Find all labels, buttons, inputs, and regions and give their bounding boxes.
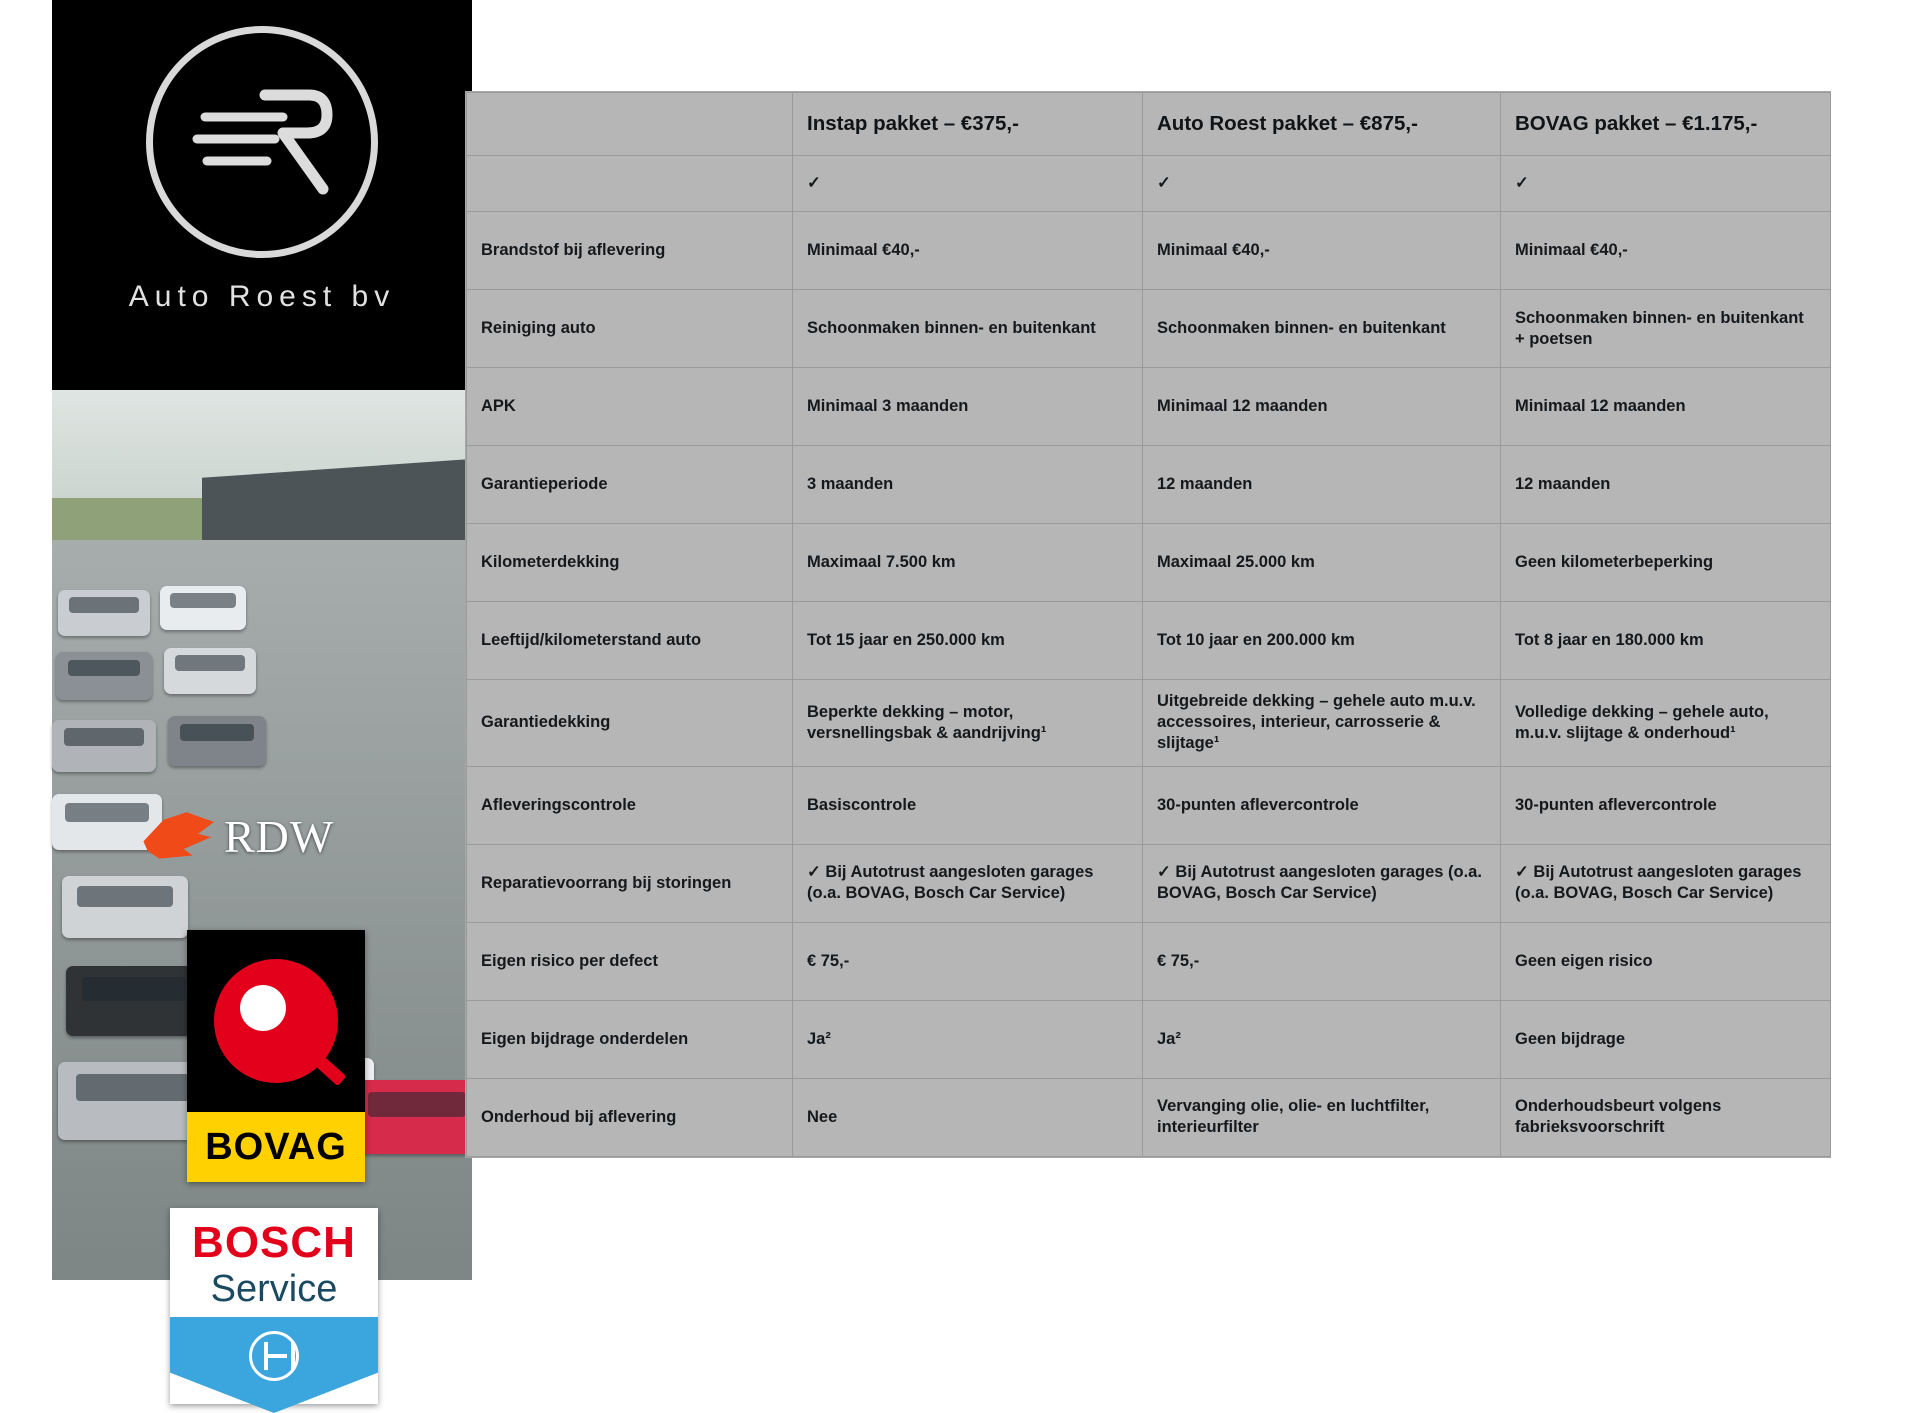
table-header-blank <box>467 93 793 156</box>
row-label: APK <box>467 368 793 446</box>
bosch-emblem-icon <box>249 1331 299 1381</box>
row-label <box>467 156 793 212</box>
row-cell: € 75,- <box>793 922 1143 1000</box>
row-cell: Minimaal 12 maanden <box>1501 368 1831 446</box>
row-cell: Schoonmaken binnen- en buitenkant <box>793 290 1143 368</box>
row-cell: ✓ <box>1143 156 1501 212</box>
table-row <box>467 766 1831 844</box>
row-cell: Schoonmaken binnen- en buitenkant <box>1143 290 1501 368</box>
row-cell: Volledige dekking – gehele auto, m.u.v. slijtage & onderhoud¹ <box>1501 680 1831 766</box>
table-row <box>467 680 1831 766</box>
row-cell: Geen kilometerbeperking <box>1501 524 1831 602</box>
row-cell: Basiscontrole <box>793 766 1143 844</box>
bovag-mark-icon <box>214 959 338 1083</box>
row-cell: Geen eigen risico <box>1501 922 1831 1000</box>
row-label: Garantiedekking <box>467 680 793 766</box>
package-comparison-table <box>466 92 1830 1157</box>
row-cell: Minimaal €40,- <box>1501 212 1831 290</box>
table-row <box>467 368 1831 446</box>
row-cell: Ja² <box>1143 1000 1501 1078</box>
row-cell: Schoonmaken binnen- en buitenkant + poetsen <box>1501 290 1831 368</box>
row-cell: 12 maanden <box>1143 446 1501 524</box>
auto-roest-logo-icon <box>146 26 378 258</box>
row-cell: Beperkte dekking – motor, versnellingsbak & aandrijving¹ <box>793 680 1143 766</box>
row-cell: Minimaal 12 maanden <box>1143 368 1501 446</box>
table-header-autoroest: Auto Roest pakket – €875,- <box>1143 93 1501 156</box>
dealer-logo-block <box>52 0 472 390</box>
branding-photo-panel <box>52 0 472 1310</box>
row-label: Kilometerdekking <box>467 524 793 602</box>
row-label: Garantieperiode <box>467 446 793 524</box>
table-row <box>467 290 1831 368</box>
table-row <box>467 212 1831 290</box>
row-cell: ✓ Bij Autotrust aangesloten garages (o.a. BOVAG, Bosch Car Service) <box>1143 844 1501 922</box>
row-label: Onderhoud bij aflevering <box>467 1078 793 1156</box>
row-label: Reiniging auto <box>467 290 793 368</box>
row-cell: Tot 8 jaar en 180.000 km <box>1501 602 1831 680</box>
bosch-service-label: Service <box>210 1268 338 1310</box>
bosch-label: BOSCH <box>192 1218 356 1267</box>
row-cell: Geen bijdrage <box>1501 1000 1831 1078</box>
table-row <box>467 922 1831 1000</box>
row-label: Eigen bijdrage onderdelen <box>467 1000 793 1078</box>
rdw-bird-icon <box>142 809 214 863</box>
row-label: Brandstof bij aflevering <box>467 212 793 290</box>
partner-badge-bovag <box>187 930 365 1182</box>
rdw-label: RDW <box>224 810 335 862</box>
bovag-label: BOVAG <box>187 1112 365 1182</box>
row-cell: Minimaal 3 maanden <box>793 368 1143 446</box>
row-cell: ✓ Bij Autotrust aangesloten garages (o.a. BOVAG, Bosch Car Service) <box>1501 844 1831 922</box>
table-row <box>467 156 1831 212</box>
row-cell: Uitgebreide dekking – gehele auto m.u.v. accessoires, interieur, carrosserie & slijtage¹ <box>1143 680 1501 766</box>
row-cell: Maximaal 7.500 km <box>793 524 1143 602</box>
table-header-instap: Instap pakket – €375,- <box>793 93 1143 156</box>
row-cell: € 75,- <box>1143 922 1501 1000</box>
partner-badge-bosch <box>170 1208 378 1404</box>
row-cell: Maximaal 25.000 km <box>1143 524 1501 602</box>
row-cell: Nee <box>793 1078 1143 1156</box>
row-cell: 12 maanden <box>1501 446 1831 524</box>
row-cell: 30-punten aflevercontrole <box>1143 766 1501 844</box>
row-label: Afleveringscontrole <box>467 766 793 844</box>
table-header-bovag: BOVAG pakket – €1.175,- <box>1501 93 1831 156</box>
table-row <box>467 1000 1831 1078</box>
table-row <box>467 446 1831 524</box>
row-cell: Minimaal €40,- <box>1143 212 1501 290</box>
row-label: Reparatievoorrang bij storingen <box>467 844 793 922</box>
row-cell: Onderhoudsbeurt volgens fabrieksvoorschrift <box>1501 1078 1831 1156</box>
row-cell: 30-punten aflevercontrole <box>1501 766 1831 844</box>
table-row <box>467 524 1831 602</box>
row-cell: Tot 10 jaar en 200.000 km <box>1143 602 1501 680</box>
row-label: Eigen risico per defect <box>467 922 793 1000</box>
dealer-name: Auto Roest bv <box>128 280 396 313</box>
row-cell: Ja² <box>793 1000 1143 1078</box>
row-cell: Vervanging olie, olie- en luchtfilter, interieurfilter <box>1143 1078 1501 1156</box>
table-row <box>467 844 1831 922</box>
table-row <box>467 1078 1831 1156</box>
row-cell: ✓ Bij Autotrust aangesloten garages (o.a. BOVAG, Bosch Car Service) <box>793 844 1143 922</box>
row-cell: Tot 15 jaar en 250.000 km <box>793 602 1143 680</box>
table-row <box>467 602 1831 680</box>
row-cell: ✓ <box>1501 156 1831 212</box>
table-header-row <box>467 93 1831 156</box>
row-cell: 3 maanden <box>793 446 1143 524</box>
partner-badge-rdw <box>142 800 412 872</box>
row-cell: Minimaal €40,- <box>793 212 1143 290</box>
row-cell: ✓ <box>793 156 1143 212</box>
row-label: Leeftijd/kilometerstand auto <box>467 602 793 680</box>
dealership-photo <box>52 390 472 1310</box>
